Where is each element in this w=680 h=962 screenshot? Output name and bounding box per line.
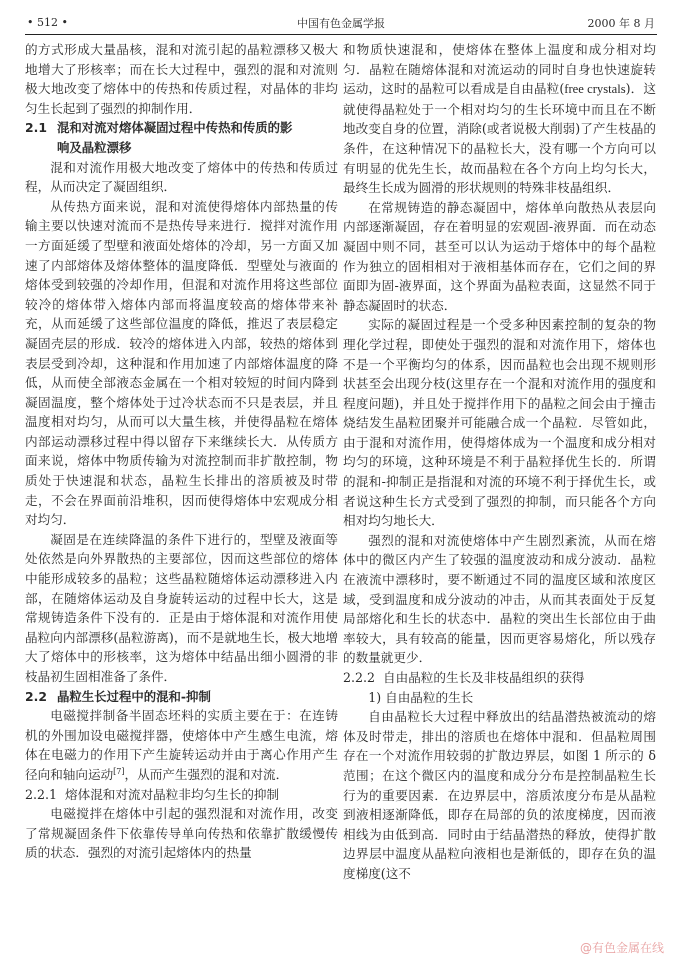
issue-date: 2000 年 8 月 (587, 17, 655, 30)
citation-ref[interactable]: [7] (113, 766, 125, 776)
journal-title: 中国有色金属学报 (297, 17, 385, 30)
paragraph: 凝固是在连续降温的条件下进行的，型壁及液面等处依然是向外界散热的主要部位，因而这些部位的熔体中能形成较多的晶粒；这些晶粒随熔体运动漂移进入内部，在随熔体运动及自身旋转运动的过程中长大，这是常规铸造条件下没有的．正是由于熔体混和对流作用使晶粒向内部漂移(晶粒游离)，而不是就地生长，极大地增大了熔体中的形核率，这为熔体中结晶出细小圆滑的非枝晶初生固相准备了条件． (25, 531, 338, 684)
section-heading-2-1 (25, 118, 338, 157)
section-title: 晶粒生长过程中的混和-抑制 (57, 688, 211, 704)
paragraph: 强烈的混和对流使熔体中产生剧烈紊流，从而在熔体中的微区内产生了较强的温度波动和成分波动．晶粒在液流中漂移时，要不断通过不同的温度区域和浓度区域，受到温度和成分波动的冲击，从而其表面处于反复局部熔化和生长的状态中．晶粒的突出生长部位由于曲率较大，具有较高的能量，因而更容易熔化，所以残存的数量就更少． (343, 532, 656, 666)
section-number: 2.2.1 (25, 786, 58, 802)
paragraph-text: 电磁搅拌制备半固态坯料的实质主要在于：在连铸机的外围加设电磁搅拌器，使熔体中产生感生电流，熔体在电磁力的作用下产生旋转运动并由于离心作用产生径向和轴向运动 (25, 708, 338, 782)
paragraph: 混和对流作用极大地改变了熔体中的传热和传质过程，从而决定了凝固组织． (25, 159, 338, 195)
left-column (25, 40, 338, 863)
latin-term: free crystals (564, 82, 626, 97)
subsection-heading: 1) 自由晶粒的生长 (368, 689, 474, 705)
section-heading-2-2 (25, 687, 338, 707)
paragraph: 从传热方面来说，混和对流使得熔体内部热量的传输主要以快速对流而不是热传导来进行．搅拌对流作用一方面延缓了型壁和液面处熔体的冷却，另一方面又加速了内部熔体及熔体整体的温度降低．型壁处与液面的熔体受到较强的冷却作用，但混和对流作用将这些部位较冷的熔体带入熔体内部而将温度较高的熔体带来补充，从而延缓了这些部位温度的降低，推迟了表层稳定凝固壳层的形成．较冷的熔体进入内部，较热的熔体到表层受到冷却，这种混和作用加速了内部熔体温度的降低，从而使全部液态金属在一个相对较短的时间内降到凝固温度，整个熔体处于过冷状态而不只是表层，并且温度相对均匀，从而可以大量生核，并使得晶粒在熔体内部运动漂移过程中得以留存下来继续长大．从传质方面来说，熔体中物质传输为对流控制而非扩散控制，物质处于快速混和状态，晶粒生长排出的溶质被及时带走，不会在界面前沿堆积，因而使得熔体中宏观成分相对均匀． (25, 198, 338, 528)
section-number: 2.2 (25, 688, 47, 704)
paragraph: 在常规铸造的静态凝固中，熔体单向散热从表层向内部逐渐凝固，存在着明显的宏观固-液界面．而在动态凝固中则不同，甚至可以认为运动于熔体中的每个晶粒作为独立的固相相对于液相基体而存在，它们之间的界面即为固-液界面，这个界面为晶粒表面，这显然不同于静态凝固时的状态． (343, 199, 656, 313)
section-title: 混和对流对熔体凝固过程中传热和传质的影 (57, 120, 293, 136)
paragraph: 自由晶粒长大过程中释放出的结晶潜热被流动的熔体及时带走，排出的溶质也在熔体中混和．但晶粒周围存在一个对流作用较弱的扩散边界层，如图 1 所示的 δ 范围；在这个微区内的温度和成分分布是控制晶粒生长行为的重要因素．在边界层中，溶质浓度分布是从晶粒到液相逐渐降低，即存在局部的负的浓度梯度，因而液相线为由低到高．同时由于结晶潜热的释放，使得扩散边界层中温度从晶粒向液相也是渐低的，即存在负的温度梯度(这不 (343, 709, 656, 881)
paragraph-text: )．这就使得晶粒处于一个相对均匀的生长环境中而且在不断地改变自身的位置，消除(或者说极大削弱)了产生枝晶的条件，在这种情况下的晶粒长大，没有哪一个方向可以有明显的优先生长，故而晶粒在各个方向上均匀长大，最终生长成为圆滑的形状规则的特殊非枝晶组织． (343, 81, 656, 196)
paragraph (25, 706, 338, 784)
right-column (343, 40, 656, 884)
section-title: 自由晶粒的生长及非枝晶组织的获得 (383, 670, 585, 685)
section-heading-2-2-1 (25, 785, 338, 805)
paragraph: 电磁搅拌在熔体中引起的强烈混和对流作用，改变了常规凝固条件下依靠传导单向传热和依靠扩散缓慢传质的状态．强烈的对流引起熔体内的热量 (25, 806, 338, 861)
section-title: 熔体混和对流对晶粒非均匀生长的抑制 (65, 786, 280, 802)
watermark: @有色金属在线 (579, 941, 664, 955)
section-heading-2-2-2 (343, 668, 656, 688)
section-number: 2.1 (25, 120, 47, 136)
paragraph: 的方式形成大量晶核，混和对流引起的晶粒漂移又极大地增大了形核率；而在长大过程中，强烈的混和对流则极大地改变了熔体中的传热和传质过程，对晶体的非均匀生长起到了强烈的抑制作用． (25, 42, 338, 116)
page-number: • 512 • (27, 16, 68, 29)
paragraph-text: ，从而产生强烈的混和对流． (124, 766, 289, 782)
section-title-continued: 响及晶粒漂移 (57, 139, 132, 155)
section-number: 2.2.2 (343, 670, 376, 685)
paragraph (343, 40, 656, 198)
running-header (25, 8, 657, 35)
paragraph: 实际的凝固过程是一个受多种因素控制的复杂的物理化学过程，即使处于强烈的混和对流作用下，熔体也不是一个平衡均匀的体系，因而晶粒也会出现不规则形状甚至会出现分枝(这里存在一个混和对流作用的强度和程度问题)，并且处于搅拌作用下的晶粒之间会由于撞击烧结发生晶粒团聚并可能融合成一个晶粒．尽管如此，由于混和对流作用，使得熔体成为一个温度和成分相对均匀的环境，这种环境是不利于晶粒择优生长的．所谓的混和-抑制正是指混和对流的环境不利于择优生长，或者说这种生长方式受到了强烈的抑制，而只能各个方向相对均匀地长大． (343, 317, 656, 529)
paragraph-text: 和物质快速混和，使熔体在整体上温度和成分相对均匀．晶粒在随熔体混和对流运动的同时自身也快速旋转运动，这时的晶粒可以看成是自由晶粒( (343, 42, 656, 97)
